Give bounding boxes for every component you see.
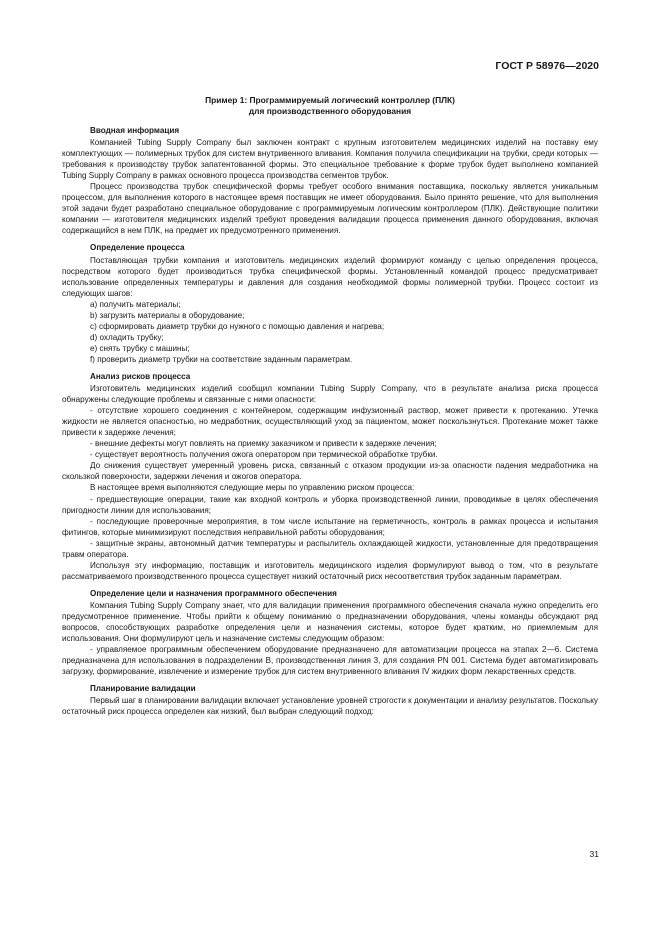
paragraph: Первый шаг в планировании валидации включает установление уровней строгости к документации и анализу результатов. Поскольку остаточный риск процесса определен как низкий, был выбран следующий подход: xyxy=(62,696,598,717)
list-item: d) охладить трубку; xyxy=(90,332,164,342)
document-body xyxy=(62,95,598,717)
process-steps xyxy=(62,299,598,365)
list-item: - защитные экраны, автономный датчик температуры и распылитель охлаждающей жидкости, установленные для предотвращения травм оператора. xyxy=(62,538,598,559)
paragraph: Изготовитель медицинских изделий сообщил компании Tubing Supply Company, что в результате анализа риска процесса обнаружены следующие проблемы и связанные с ними опасности: xyxy=(62,384,598,405)
paragraph: До снижения существует умеренный уровень риска, связанный с отказом продукции из-за опасности падения медработника на скользкой поверхности, задержки лечения и ожогов оператора. xyxy=(62,461,598,482)
list-item: e) снять трубку с машины; xyxy=(90,343,190,353)
list-item: - предшествующие операции, такие как входной контроль и уборка производственной линии, проводимые в целях обеспечения пригодности линии для использования; xyxy=(62,494,598,515)
paragraph: Процесс производства трубок специфической формы требует особого внимания поставщика, поскольку является уникальным процессом, для выполнения которого в настоящее время поставщик не имеет оборудования. Было принято решение, что для выполнения этой задачи будет разработано специальное оборудование с программируемым логическим контроллером (ПЛК). Действующие политики компании — изготовителя медицинских изделий требуют проведения валидации процесса применения данного оборудования, включая содержащийся в нем ПЛК, на предмет их предусмотренного применения. xyxy=(62,182,598,236)
paragraph: В настоящее время выполняются следующие меры по управлению риском процесса: xyxy=(90,483,415,493)
document-number: ГОСТ Р 58976—2020 xyxy=(495,60,599,72)
page-number: 31 xyxy=(589,849,599,859)
list-item: f) проверить диаметр трубки на соответствие заданным параметрам. xyxy=(90,354,353,364)
list-item: - последующие проверочные мероприятия, в том числе испытание на герметичность, контроль в рамках процесса и испытания фитингов, которые минимизируют последствия неправильной работы оборудования; xyxy=(62,516,598,537)
list-item: - отсутствие хорошего соединения с контейнером, содержащим инфузионный раствор, может привести к протеканию. Утечка жидкости не является опасностью, но медработник, осуществляющий уход за пациентом, может поскользнуться. Протекание может также привести к задержке лечения; xyxy=(62,406,598,438)
list-item: c) сформировать диаметр трубки до нужного с помощью давления и нагрева; xyxy=(90,321,385,331)
example-title-line-2: для производственного оборудования xyxy=(248,106,412,116)
paragraph: Поставляющая трубки компания и изготовитель медицинских изделий формируют команду с целью определения процесса, посредством которого будет производиться трубка специфической формы. Установленный командой процесс предусматривает использование определенных температуры и давления для создания необходимой формы полимерной трубки. Процесс состоит из следующих шагов: xyxy=(62,255,598,298)
heading-risk: Анализ рисков процесса xyxy=(90,371,191,381)
paragraph: Компания Tubing Supply Company знает, что для валидации применения программного обеспечения сначала нужно определить его предусмотренное применение. Чтобы прийти к общему пониманию о предназначении оборудования, члены команды обсуждают ряд вопросов, способствующих разработке определения цели и назначения системы, которое будет кратким, но приемлемым для использования. Они формулируют цель и назначение системы следующим образом: xyxy=(62,600,598,644)
list-item: b) загрузить материалы в оборудование; xyxy=(90,310,245,320)
list-item: a) получить материалы; xyxy=(90,299,181,309)
list-item: - управляемое программным обеспечением оборудование предназначено для автоматизации процесса на этапах 2—6. Система предназначена для использования в подразделении В, производственная линия 3, для создания PN 001. Система будет автоматизировать загрузку, формирование, извлечение и измерение трубок для систем внутривенного вливания IV жидких форм лекарственных средств. xyxy=(62,645,598,677)
list-item: - существует вероятность получения ожога оператором при термической обработке трубки. xyxy=(90,450,438,460)
list-item: - внешние дефекты могут повлиять на приемку заказчиком и привести к задержке лечения; xyxy=(90,439,437,449)
paragraph: Компанией Tubing Supply Company был заключен контракт с крупным изготовителем медицинских изделий на поставку ему комплектующих — полимерных трубок для систем внутривенного вливания. Компания получила спецификации на трубки, среди которых — требования к производству трубок запатентованной формы. Это специальное требование к форме трубок будет выполнено компанией Tubing Supply Company в рамках основного процесса производства сегментов трубок. xyxy=(62,138,598,181)
example-title-line-1: Пример 1: Программируемый логический контроллер (ПЛК) xyxy=(205,95,455,105)
example-title xyxy=(62,95,598,117)
heading-purpose: Определение цели и назначения программного обеспечения xyxy=(90,588,337,598)
heading-intro: Вводная информация xyxy=(90,126,180,135)
paragraph: Используя эту информацию, поставщик и изготовитель медицинского изделия формулируют вывод о том, что в результате рассматриваемого производственного процесса существует низкий остаточный риск несоответствия трубок заданным параметрам. xyxy=(62,560,598,581)
heading-planning: Планирование валидации xyxy=(90,684,196,694)
heading-process: Определение процесса xyxy=(90,243,185,253)
